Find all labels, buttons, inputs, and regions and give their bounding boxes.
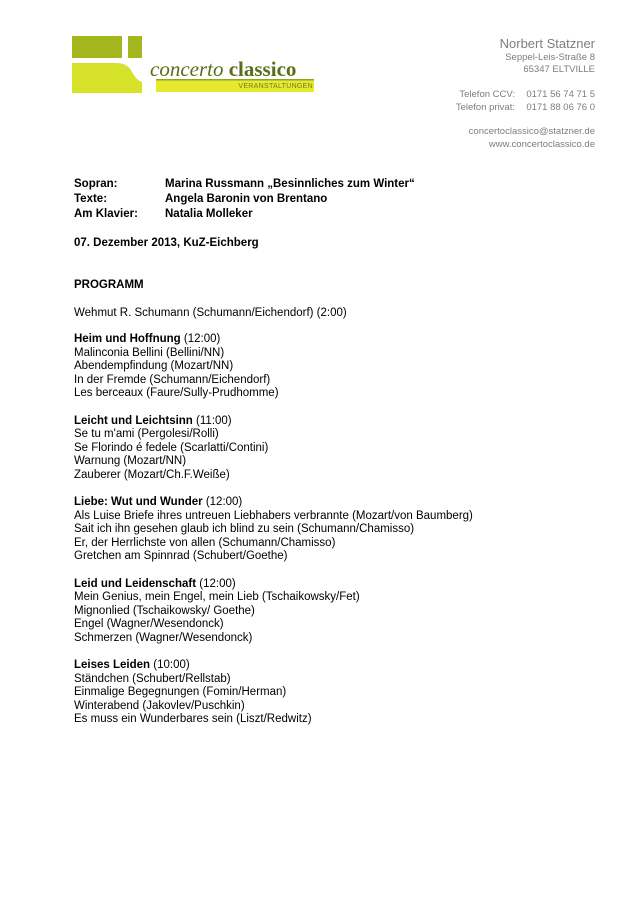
phone-label: Telefon privat:	[455, 102, 515, 113]
sender-address	[500, 36, 595, 76]
phone-label: Telefon CCV:	[459, 89, 515, 100]
program-item: Gretchen am Spinnrad (Schubert/Goethe)	[74, 550, 288, 562]
program-item: Engel (Wagner/Wesendonck)	[74, 618, 224, 630]
program-section	[74, 333, 574, 401]
program-section	[74, 496, 574, 564]
credit-row	[74, 207, 415, 222]
credit-value: Marina Russmann „Besinnliches zum Winter“	[165, 178, 415, 190]
section-duration: (12:00)	[199, 577, 236, 590]
sender-email: concertoclassico@statzner.de	[468, 126, 595, 137]
credit-key: Sopran:	[74, 178, 118, 190]
program-item: Se Florindo é fedele (Scarlatti/Contini)	[74, 441, 269, 454]
sender-name: Norbert Statzner	[499, 36, 595, 51]
phone-row	[456, 101, 595, 114]
program-item: Malinconia Bellini (Bellini/NN)	[74, 346, 225, 359]
program-item: Mignonlied (Tschaikowsky/ Goethe)	[74, 604, 255, 617]
section-title	[74, 415, 574, 429]
program-item: Abendempfindung (Mozart/NN)	[74, 360, 234, 372]
credit-row	[74, 177, 415, 192]
program-intro: Wehmut R. Schumann (Schumann/Eichendorf) (2:00)	[74, 307, 347, 319]
program-item: Er, der Herrlichste von allen (Schumann/Chamisso)	[74, 536, 336, 549]
logo-name-regular: concerto	[150, 57, 224, 81]
sender-street: Seppel-Leis-Straße 8	[505, 52, 595, 63]
section-name: Leises Leiden	[74, 659, 151, 671]
section-duration: (10:00)	[153, 659, 190, 671]
program-section	[74, 659, 574, 727]
section-title	[74, 578, 574, 592]
logo-wordmark	[150, 57, 296, 81]
program-item: In der Fremde (Schumann/Eichendorf)	[74, 373, 271, 386]
section-name: Heim und Hoffnung	[74, 333, 181, 345]
program-item: Als Luise Briefe ihres untreuen Liebhabers verbrannte (Mozart/von Baumberg)	[74, 509, 473, 522]
section-title	[74, 496, 574, 510]
program-item: Zauberer (Mozart/Ch.F.Weiße)	[74, 468, 230, 481]
program-heading: PROGRAMM	[74, 279, 144, 291]
program-item: Ständchen (Schubert/Rellstab)	[74, 672, 231, 685]
credit-value: Natalia Molleker	[165, 208, 253, 220]
program-item: Sait ich ihn gesehen glaub ich blind zu sein (Schumann/Chamisso)	[74, 523, 415, 535]
credit-value: Angela Baronin von Brentano	[165, 193, 328, 205]
program-list	[74, 306, 574, 741]
logo-name-bold: classico	[228, 57, 297, 81]
sender-website: www.concertoclassico.de	[488, 139, 595, 150]
sender-city: 65347 ELTVILLE	[523, 64, 595, 75]
phone-number: 0171 88 06 76 0	[526, 102, 595, 113]
program-item: Mein Genius, mein Engel, mein Lieb (Tschaikowsky/Fet)	[74, 591, 360, 603]
program-item: Se tu m'ami (Pergolesi/Rolli)	[74, 428, 219, 440]
credit-row	[74, 192, 415, 207]
program-item: Schmerzen (Wagner/Wesendonck)	[74, 631, 253, 644]
program-item: Les berceaux (Faure/Sully-Prudhomme)	[74, 387, 279, 399]
program-item: Warnung (Mozart/NN)	[74, 455, 187, 467]
section-name: Leid und Leidenschaft	[74, 577, 197, 590]
credit-key: Am Klavier:	[74, 208, 138, 220]
credit-key: Texte:	[74, 193, 108, 205]
section-duration: (11:00)	[196, 414, 232, 427]
program-section	[74, 578, 574, 646]
section-duration: (12:00)	[183, 333, 221, 345]
program-section	[74, 415, 574, 483]
event-date: 07. Dezember 2013, KuZ-Eichberg	[74, 237, 259, 249]
section-duration: (12:00)	[205, 496, 243, 508]
section-title	[74, 333, 574, 347]
section-name: Liebe: Wut und Wunder	[74, 496, 203, 508]
phone-row	[456, 88, 595, 101]
phone-number: 0171 56 74 71 5	[526, 89, 595, 100]
section-name: Leicht und Leichtsinn	[74, 414, 193, 427]
logo-subtitle: VERANSTALTUNGEN	[238, 83, 313, 90]
sender-contacts	[469, 125, 595, 151]
sender-phones	[456, 88, 595, 114]
program-item: Es muss ein Wunderbares sein (Liszt/Redwitz)	[74, 713, 312, 725]
performer-credits	[74, 177, 415, 222]
section-title	[74, 659, 574, 673]
program-item: Einmalige Begegnungen (Fomin/Herman)	[74, 686, 287, 698]
program-item: Winterabend (Jakovlev/Puschkin)	[74, 699, 245, 712]
